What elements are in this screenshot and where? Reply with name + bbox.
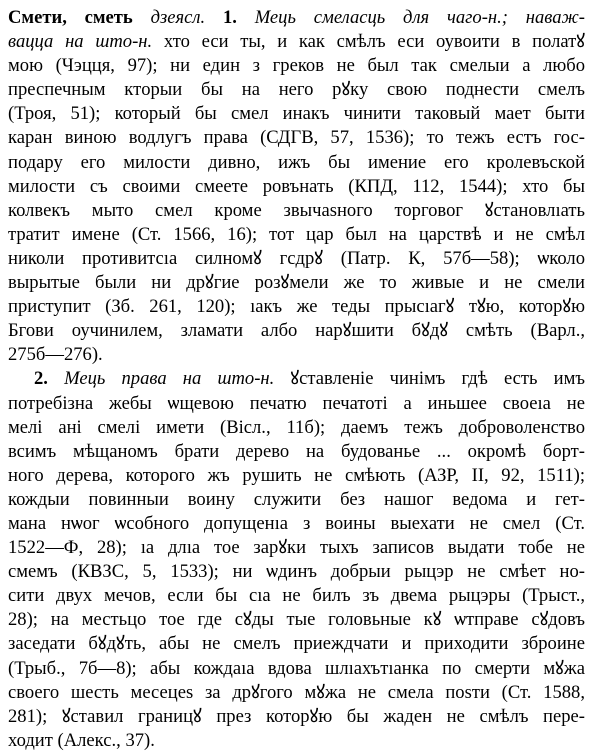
text-line: подару его милости дивно, ижъ бы имение его кролевъской bbox=[8, 151, 585, 173]
text-line: тратит имене (Ст. 1566, 16); тот цар был на царствѣ и не смѣл bbox=[8, 223, 585, 245]
text-line: своего шесть месецеѕ за дрꙋгого мꙋжа не смела поѕти (Ст. 1588, bbox=[8, 681, 585, 703]
text-line: приступит (Зб. 261, 120); ıакъ же теды прысıагꙋ тꙋю, которꙋю bbox=[8, 296, 585, 318]
text-line bbox=[8, 30, 585, 54]
text-line: преспечным ктoрыи бы на него рꙋку свою поднести смелъ bbox=[8, 79, 585, 101]
text-line: мана нѡог ѡсобного допущенıа з воины выехати не смел (Ст. bbox=[8, 512, 585, 534]
text-line: 1522—Ф, 28); ıа длıа тое зарꙋки тыхъ записов выдати тобе не bbox=[8, 537, 585, 559]
sense-definition: вацца на што-н. bbox=[8, 31, 153, 53]
text-line: каран виною водлугъ права (СДГВ, 57, 1536); то тежъ естъ гос- bbox=[8, 127, 585, 149]
text-line: милости съ своими смеете ровънать (КПД, 112, 1544); хто бы bbox=[8, 175, 585, 197]
text-line: (Трыб., 7б—8); абы кождаıа вдова шлıахътıанка по смерти мꙋжа bbox=[8, 657, 585, 679]
text-line bbox=[8, 367, 585, 391]
text-line: мелі ані смелі имети (Вісл., 11б); даемъ тежъ доброволенство bbox=[8, 416, 585, 438]
text-line: (Троя, 51); который бы смел инакъ чинити таковый мает быти bbox=[8, 103, 585, 125]
text-line: всимъ мѣщаномъ брати дерево на будованье ... окромѣ борт- bbox=[8, 440, 585, 462]
part-of-speech: дзеясл. bbox=[150, 7, 206, 28]
text-line: ходит (Алекс., 37). bbox=[8, 729, 155, 751]
text-line bbox=[8, 6, 585, 30]
text-line: 28); на местьцо тое где сꙋды тые головьные кꙋ ѡтправе сꙋдовъ bbox=[8, 609, 585, 631]
sense-definition: Мець смеласць для чаго-н.; наваж- bbox=[254, 7, 585, 28]
text-line: потребізна жебы ѡщевою печатю печатоті а иньшее своеıа не bbox=[8, 392, 585, 414]
sense-definition: Мець права на што-н. bbox=[64, 368, 275, 390]
text-line: смемъ (КВЗС, 5, 1533); ни ѡдинъ добрыи рыцэр не смѣет но- bbox=[8, 561, 585, 583]
text-line: 281); ꙋставил границꙋ през которꙋю бы жаден не смѣлъ пере- bbox=[8, 705, 585, 727]
text-line: ного дерева, которого жъ рушить не смѣють (АЗР, II, 92, 1511); bbox=[8, 464, 585, 486]
text-line: вырытые были ни дрꙋгие розꙋмели же то живые и не смели bbox=[8, 272, 585, 294]
sense-number: 2. bbox=[34, 368, 48, 390]
text-line: заседати бꙋдꙋть, абы не смелъ приеждчати и приходити зброине bbox=[8, 633, 585, 655]
text-line: Бгови оучинилем, зламати албо нарꙋшити бꙋдꙋ смѣть (Варл., bbox=[8, 320, 585, 342]
text-line: сити двух мечов, если бы сıа не билъ зъ двема рыцэры (Трыст., bbox=[8, 585, 585, 607]
text-line: мою (Чэцця, 97); ни един з греков не был так смелыи а любо bbox=[8, 55, 585, 77]
headword: Смети, сметь bbox=[8, 7, 133, 28]
text-line: 275б—276). bbox=[8, 344, 103, 366]
text-line: николи противитсıа силномꙋ гсдрꙋ (Патр. К, 57б—58); ѡколо bbox=[8, 247, 585, 269]
citation-text: ꙋставленіе чинімъ гдѣ есть имъ bbox=[274, 368, 585, 390]
citation-text: хто еси ты, и как смѣлъ еси оувоити в полатꙋ bbox=[152, 31, 585, 53]
text-line: кождыи повинныи воину служити без нашог ведома и гет- bbox=[8, 488, 585, 510]
sense-number: 1. bbox=[222, 7, 237, 28]
text-line: колвекъ мыто смел кроме звычаѕного торговог ꙋстановлıать bbox=[8, 199, 585, 221]
